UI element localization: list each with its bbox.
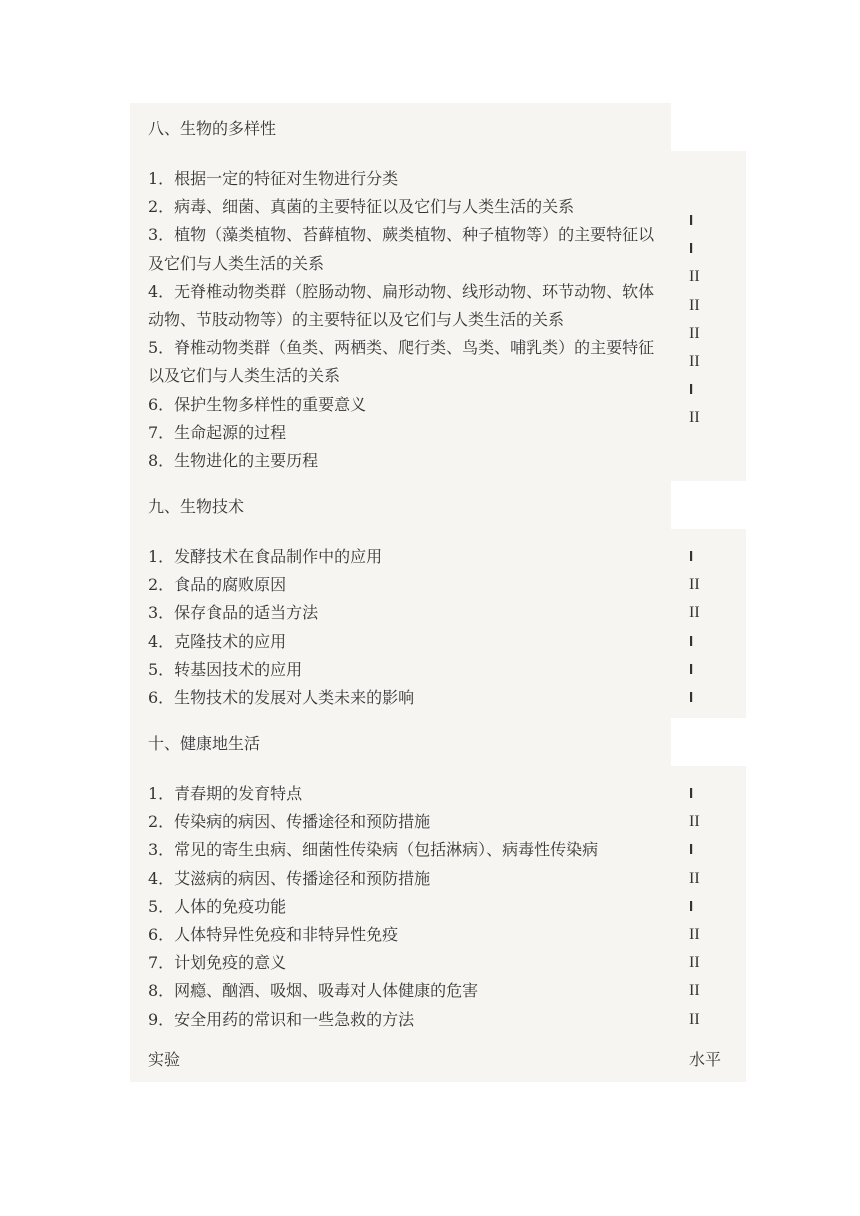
list-item: 4．克隆技术的应用 bbox=[148, 631, 287, 651]
section-heading-row bbox=[130, 103, 746, 151]
level-marker: II bbox=[689, 576, 700, 594]
list-item: 5．人体的免疫功能 bbox=[148, 896, 287, 916]
list-item: 5．转基因技术的应用 bbox=[148, 659, 303, 679]
level-marker: I bbox=[689, 688, 694, 706]
section-heading: 十、健康地生活 bbox=[148, 734, 261, 753]
level-marker: II bbox=[689, 352, 700, 370]
level-marker: II bbox=[689, 296, 700, 314]
level-column bbox=[689, 543, 729, 712]
list-item: 1．发酵技术在食品制作中的应用 bbox=[148, 547, 383, 566]
level-marker: II bbox=[689, 982, 700, 1000]
list-item: 7．生命起源的过程 bbox=[148, 422, 287, 442]
list-item: 8．生物进化的主要历程 bbox=[148, 451, 319, 471]
level-marker: II bbox=[689, 954, 700, 972]
list-item: 3．植物（藻类植物、苔藓植物、蕨类植物、种子植物等）的主要特征以及它们与人类生活的关系 bbox=[148, 225, 655, 273]
level-marker: I bbox=[689, 841, 694, 859]
list-item: 5．脊椎动物类群（鱼类、两栖类、爬行类、鸟类、哺乳类）的主要特征以及它们与人类生活的关系 bbox=[148, 338, 655, 386]
section-content bbox=[130, 766, 746, 1038]
section-heading: 九、生物技术 bbox=[148, 497, 245, 516]
level-marker: II bbox=[689, 324, 700, 342]
section-heading: 八、生物的多样性 bbox=[148, 119, 277, 138]
list-item: 2．病毒、细菌、真菌的主要特征以及它们与人类生活的关系 bbox=[148, 197, 575, 217]
list-item: 1．根据一定的特征对生物进行分类 bbox=[148, 169, 399, 188]
curriculum-table bbox=[130, 103, 746, 1082]
section-heading-row bbox=[130, 481, 746, 529]
level-marker: I bbox=[689, 632, 694, 650]
list-item: 4．无脊椎动物类群（腔肠动物、扁形动物、线形动物、环节动物、软体动物、节肢动物等）的主要特征以及它们与人类生活的关系 bbox=[148, 281, 655, 330]
list-item: 1．青春期的发育特点 bbox=[148, 784, 303, 803]
list-item: 6．人体特异性免疫和非特异性免疫 bbox=[148, 925, 399, 945]
level-marker: I bbox=[689, 785, 694, 802]
list-item: 3．保存食品的适当方法 bbox=[148, 603, 319, 623]
level-marker: II bbox=[689, 1010, 700, 1028]
level-marker: I bbox=[689, 212, 694, 229]
footer-right-label: 水平 bbox=[689, 1050, 722, 1069]
list-item: 7．计划免疫的意义 bbox=[148, 953, 287, 973]
level-marker: I bbox=[689, 548, 694, 565]
list-item: 3．常见的寄生虫病、细菌性传染病（包括淋病）、病毒性传染病 bbox=[148, 840, 599, 860]
list-item: 2．传染病的病因、传播途径和预防措施 bbox=[148, 812, 431, 832]
level-column bbox=[689, 207, 729, 433]
level-marker: II bbox=[689, 925, 700, 943]
list-item: 9．安全用药的常识和一些急救的方法 bbox=[148, 1009, 415, 1029]
list-item: 4．艾滋病的病因、传播途径和预防措施 bbox=[148, 868, 431, 888]
list-item: 2．食品的腐败原因 bbox=[148, 575, 287, 595]
list-item: 8．网瘾、酗酒、吸烟、吸毒对人体健康的危害 bbox=[148, 981, 479, 1001]
section-heading-row bbox=[130, 718, 746, 766]
section-content bbox=[130, 529, 746, 718]
footer-left-label: 实验 bbox=[148, 1050, 181, 1069]
level-marker: II bbox=[689, 604, 700, 622]
level-marker: II bbox=[689, 869, 700, 887]
level-marker: I bbox=[689, 240, 694, 258]
level-column bbox=[689, 780, 729, 1034]
footer-row bbox=[130, 1038, 746, 1082]
list-item: 6．生物技术的发展对人类未来的影响 bbox=[148, 688, 415, 708]
level-marker: II bbox=[689, 268, 700, 286]
level-marker: I bbox=[689, 660, 694, 678]
section-content bbox=[130, 151, 746, 481]
level-marker: I bbox=[689, 381, 694, 399]
level-marker: II bbox=[689, 813, 700, 831]
level-marker: II bbox=[689, 409, 700, 427]
list-item: 6．保护生物多样性的重要意义 bbox=[148, 394, 367, 414]
level-marker: I bbox=[689, 897, 694, 915]
